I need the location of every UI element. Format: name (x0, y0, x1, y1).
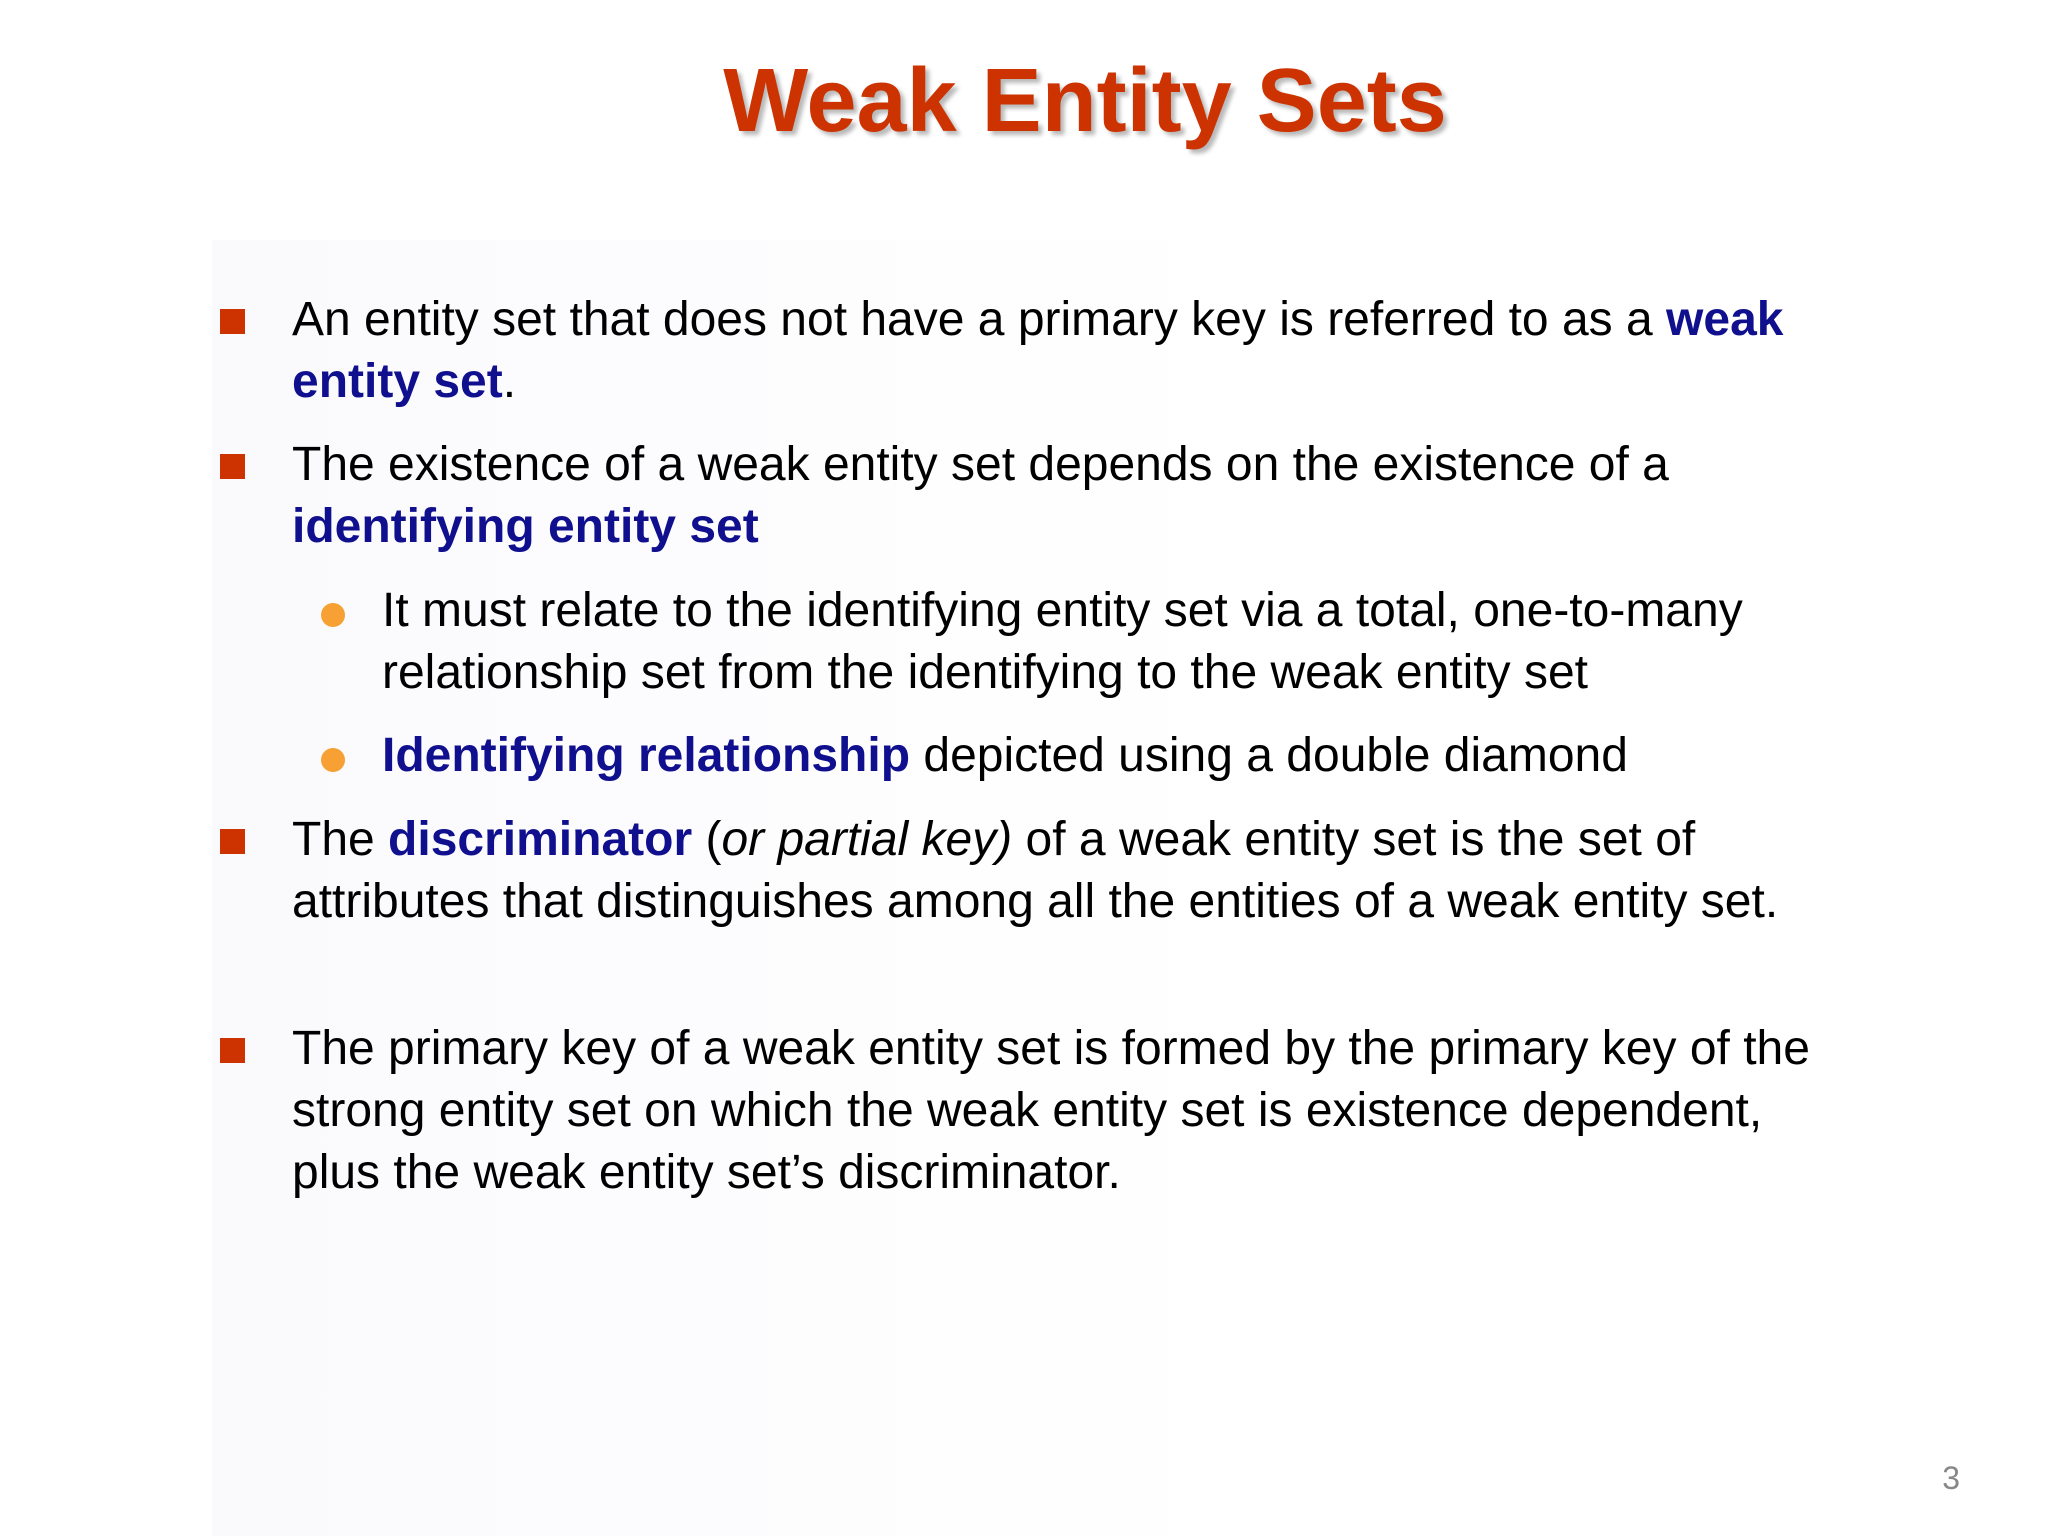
term-discriminator: discriminator (388, 813, 693, 866)
bullet-text: The primary key of a weak entity set is formed by the primary key of the strong entity set on which the weak entity set is existence dependent, plus the weak entity set’s discriminator. (292, 1022, 1810, 1199)
bullet-existence-dependency (292, 434, 1852, 558)
bullet-square-icon (220, 309, 245, 334)
bullet-weak-entity-definition (292, 289, 1852, 413)
bullet-square-icon (220, 1038, 245, 1063)
bullet-text: An entity set that does not have a primary key is referred to as a (292, 293, 1667, 346)
subbullet-text: It must relate to the identifying entity set via a total, one-to-many relationship set from the identifying to the weak entity set (382, 584, 1743, 699)
subbullet-identifying-relationship (382, 725, 1882, 787)
subbullet-text: depicted using a double diamond (910, 729, 1628, 782)
bullet-text: of a weak entity set is the set of attributes that distinguishes among all the entities of a weak entity set. (292, 813, 1779, 928)
subbullet-total-relationship (382, 580, 1882, 704)
italic-partial-key: or partial key) (721, 813, 1013, 866)
bullet-discriminator (292, 809, 1852, 933)
page-number: 3 (1942, 1460, 1960, 1496)
bullet-text: ( (692, 813, 722, 866)
term-weak-entity-set: weak entity set (292, 293, 1784, 408)
bullet-text: The (292, 813, 389, 866)
bullet-primary-key-formation (292, 1018, 1852, 1204)
bullet-dot-icon (321, 603, 345, 627)
bullet-square-icon (220, 829, 245, 854)
bullet-text: . (502, 355, 517, 408)
bullet-dot-icon (321, 748, 345, 772)
slide-title: Weak Entity Sets (723, 51, 1447, 151)
term-identifying-entity-set: identifying entity set (292, 500, 759, 553)
bullet-text: The existence of a weak entity set depends on the existence of a (292, 438, 1669, 491)
term-identifying-relationship: Identifying relationship (382, 729, 911, 782)
bullet-square-icon (220, 454, 245, 479)
